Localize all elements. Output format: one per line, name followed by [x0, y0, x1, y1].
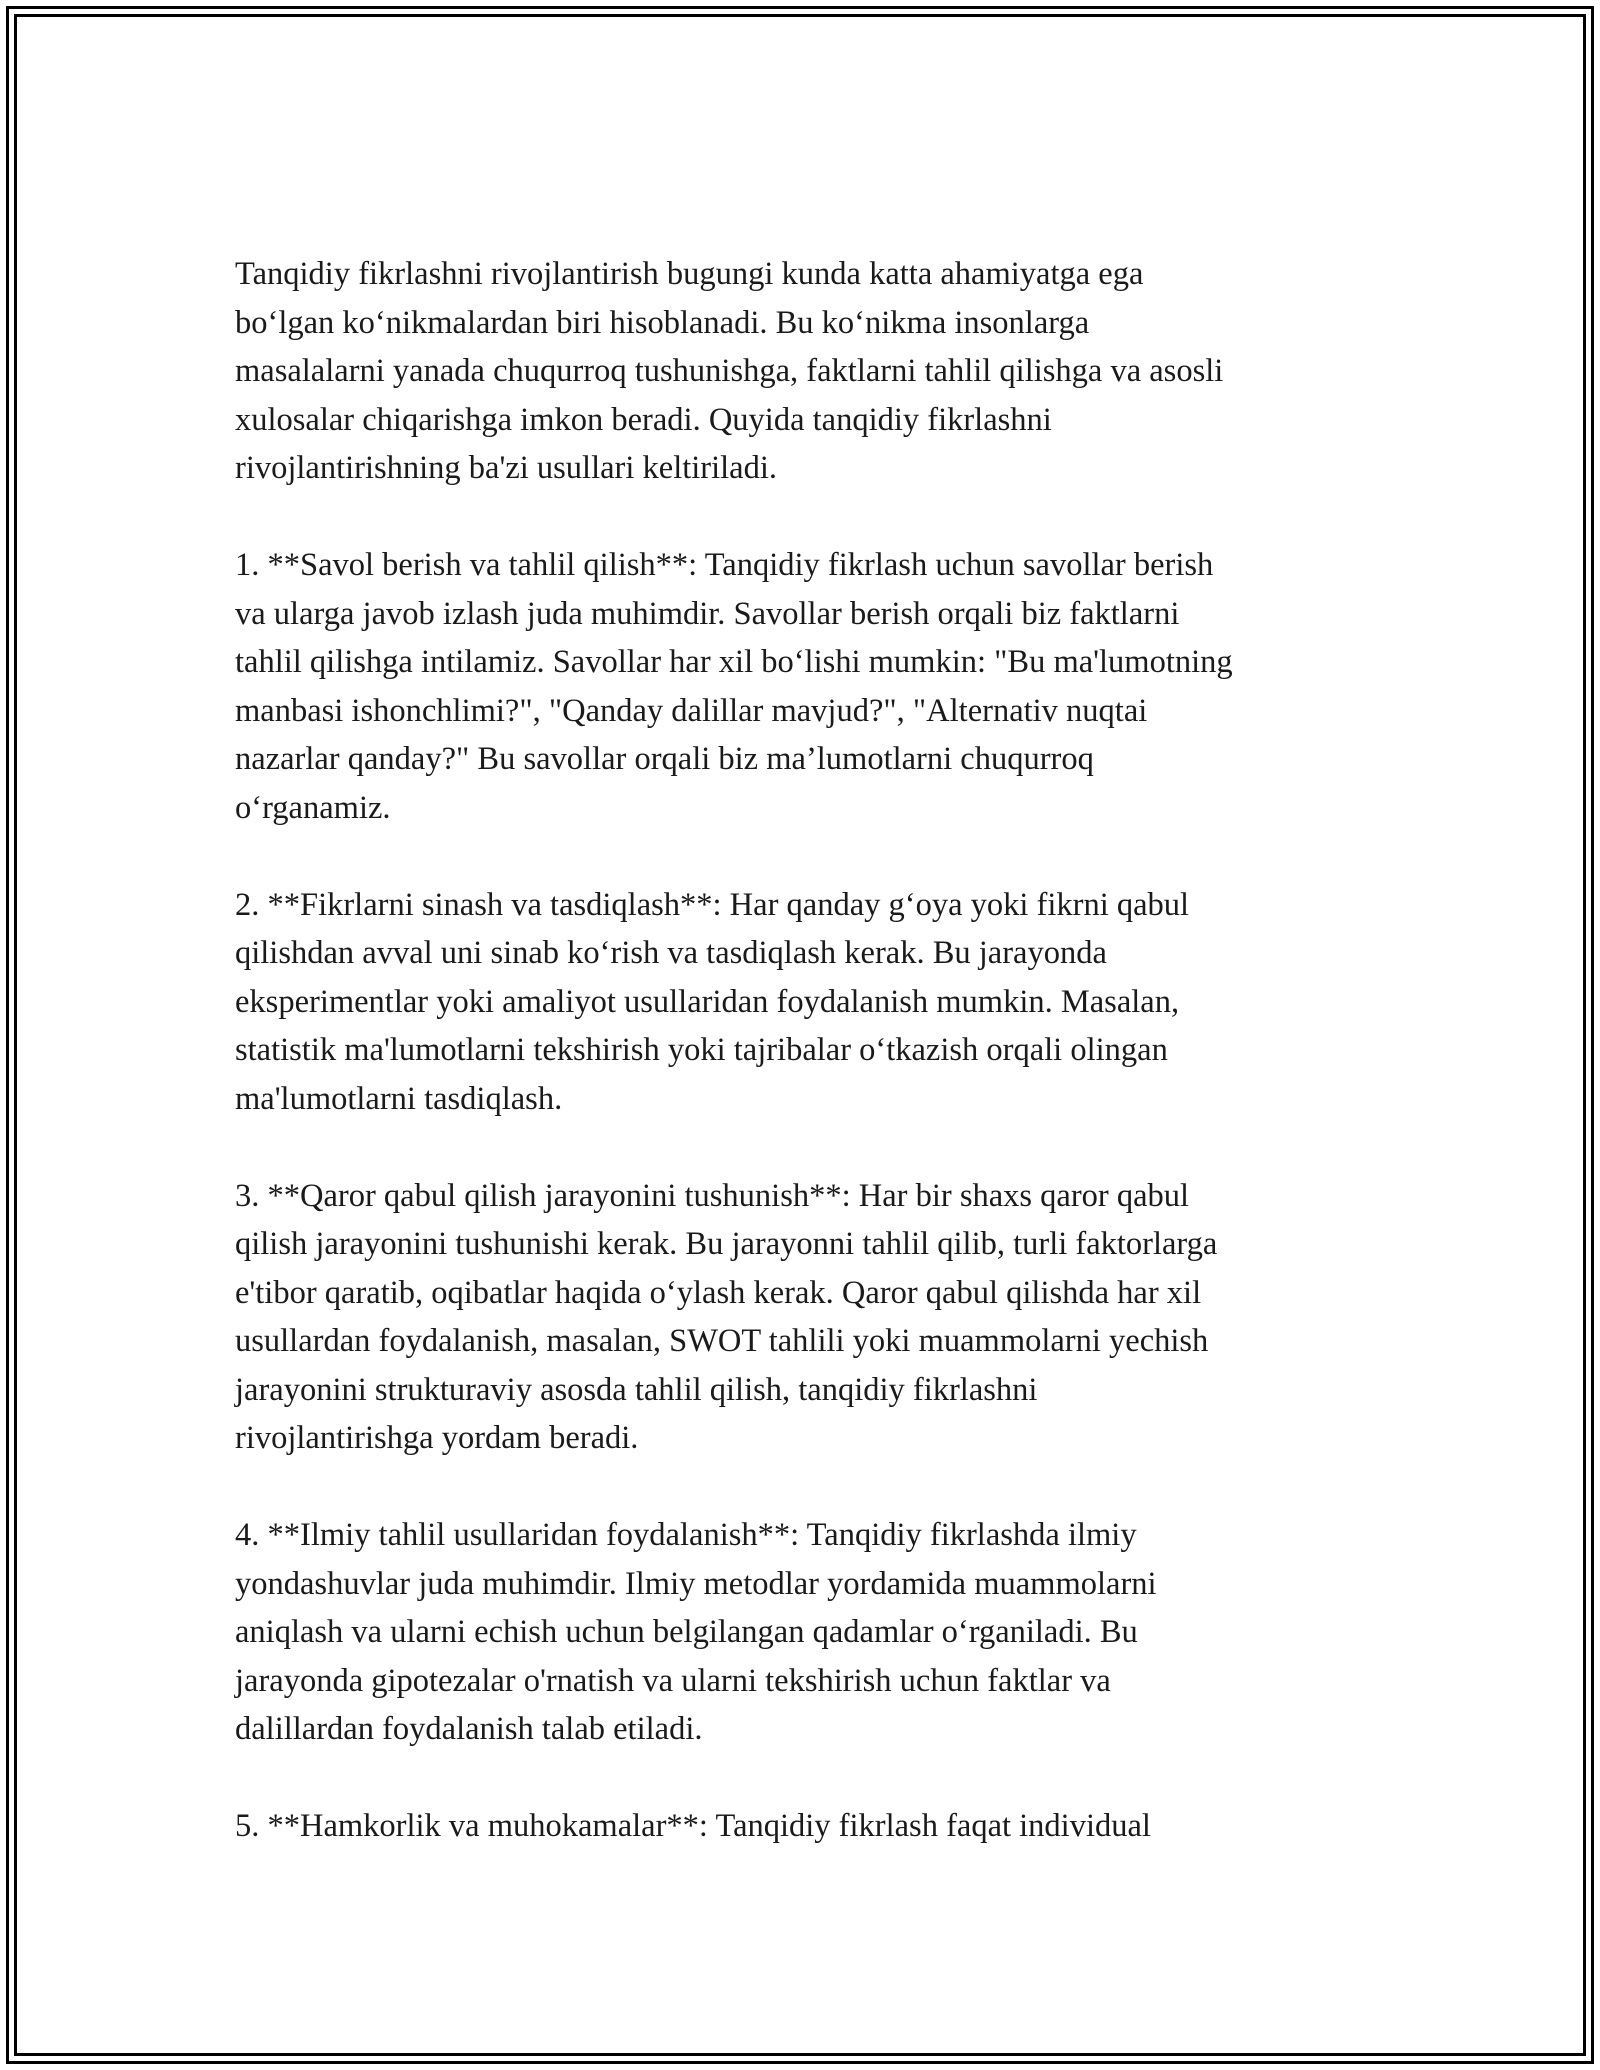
paragraph-item-5: 5. **Hamkorlik va muhokamalar**: Tanqidiy fikrlash faqat individual	[235, 1808, 1151, 1844]
paragraph-item-1: 1. **Savol berish va tahlil qilish**: Tanqidiy fikrlash uchun savollar berish va ularga javob izlash juda muhimdir. Savollar berish orqali biz faktlarni tahlil qilishga intilamiz. Savollar har xil bo‘lishi mumkin: "Bu ma'lumotning manbasi ishonchlimi?", "Qanday dalillar mavjud?", "Alternativ nuqtai nazarlar qanday?" Bu savollar orqali biz ma’lumotlarni chuqurroq o‘rganamiz.	[235, 547, 1233, 826]
paragraph-item-2: 2. **Fikrlarni sinash va tasdiqlash**: Har qanday g‘oya yoki fikrni qabul qilishdan avval uni sinab ko‘rish va tasdiqlash kerak. Bu jarayonda eksperimentlar yoki amaliyot usullaridan foydalanish mumkin. Masalan, statistik ma'lumotlarni tekshirish yoki tajribalar o‘tkazish orqali olingan ma'lumotlarni tasdiqlash.	[235, 886, 1190, 1117]
document-body	[235, 250, 1365, 1899]
intro-paragraph: Tanqidiy fikrlashni rivojlantirish bugungi kunda katta ahamiyatga ega bo‘lgan ko‘nikmalardan biri hisoblanadi. Bu ko‘nikma insonlarga masalalarni yanada chuqurroq tushunishga, faktlarni tahlil qilishga va asosli xulosalar chiqarishga imkon beradi. Quyida tanqidiy fikrlashni rivojlantirishning ba'zi usullari keltiriladi.	[235, 256, 1224, 486]
paragraph-item-3: 3. **Qaror qabul qilish jarayonini tushunish**: Har bir shaxs qaror qabul qilish jarayonini tushunishi kerak. Bu jarayonni tahlil qilib, turli faktorlarga e'tibor qaratib, oqibatlar haqida o‘ylash kerak. Qaror qabul qilishda har xil usullardan foydalanish, masalan, SWOT tahlili yoki muammolarni yechish jarayonini strukturaviy asosda tahlil qilish, tanqidiy fikrlashni rivojlantirishga yordam beradi.	[235, 1177, 1218, 1456]
paragraph-item-4: 4. **Ilmiy tahlil usullaridan foydalanish**: Tanqidiy fikrlashda ilmiy yondashuvlar juda muhimdir. Ilmiy metodlar yordamida muammolarni aniqlash va ularni echish uchun belgilangan qadamlar o‘rganiladi. Bu jarayonda gipotezalar o'rnatish va ularni tekshirish uchun faktlar va dalillardan foydalanish talab etiladi.	[235, 1517, 1157, 1747]
